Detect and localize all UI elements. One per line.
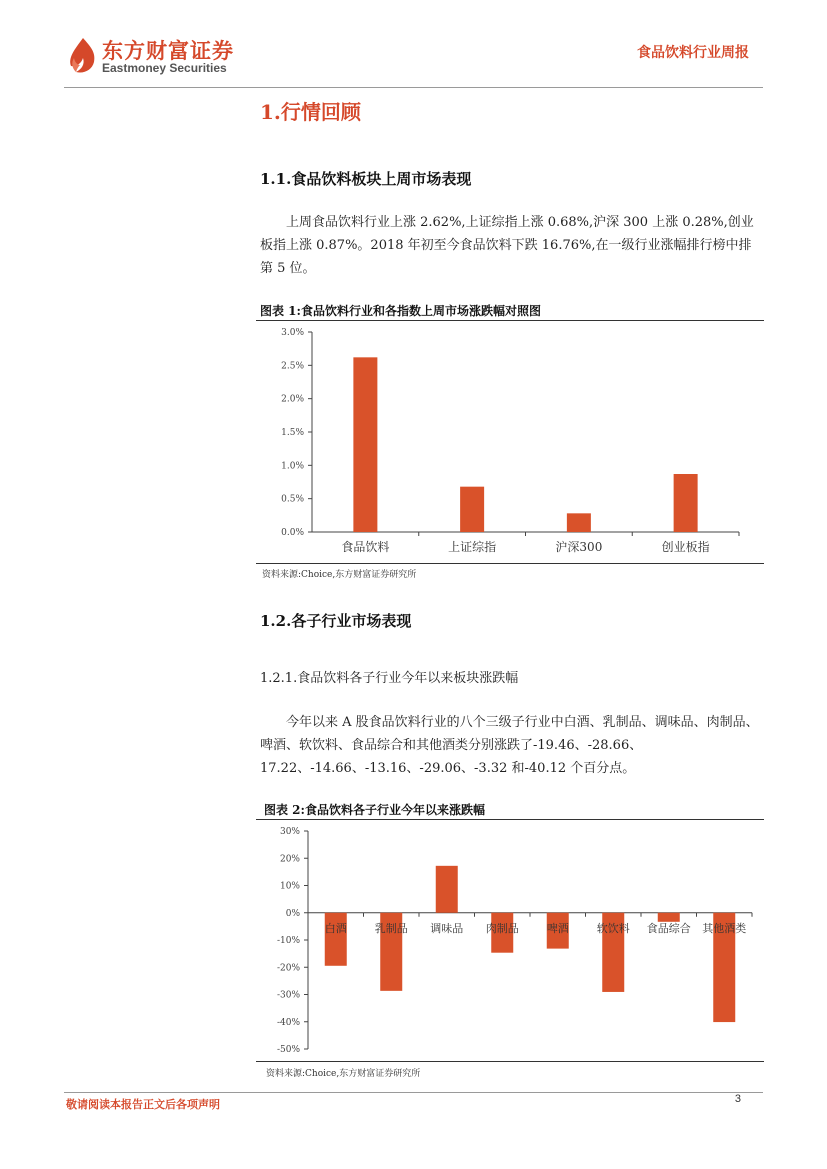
page-number: 3 [734, 1093, 741, 1105]
figure-source: 资料来源:Choice,东方财富证券研究所 [266, 1069, 421, 1079]
figure-bottom-rule [256, 563, 764, 564]
x-tick-label: 上证综指 [448, 540, 497, 554]
figure-bottom-rule [256, 1061, 764, 1062]
bar [658, 913, 680, 922]
x-tick-label: 啤酒 [546, 921, 569, 935]
subsection-title: 1.1.食品饮料板块上周市场表现 [260, 170, 472, 188]
y-tick-label: 2.5% [281, 361, 304, 372]
subsection-title: 1.2.各子行业市场表现 [260, 612, 412, 630]
header-divider [64, 87, 763, 88]
y-tick-label: 10% [279, 881, 300, 892]
y-tick-label: 2.0% [281, 394, 304, 405]
x-tick-label: 创业板指 [661, 540, 710, 554]
y-tick-label: -50% [276, 1045, 300, 1055]
bar [436, 866, 458, 913]
logo-flame-icon [66, 36, 100, 76]
bar [460, 487, 484, 532]
x-tick-label: 调味品 [430, 921, 464, 935]
sub-subsection-title: 1.2.1.食品饮料各子行业今年以来板块涨跌幅 [260, 671, 519, 686]
y-tick-label: 0.5% [281, 494, 304, 505]
y-tick-label: 0.0% [281, 528, 304, 538]
bar [325, 913, 347, 966]
x-tick-label: 软饮料 [596, 921, 630, 935]
footer-disclaimer: 敬请阅读本报告正文后各项声明 [66, 1098, 220, 1111]
figure-title: 图表 2:食品饮料各子行业今年以来涨跌幅 [264, 803, 485, 817]
footer-divider [64, 1092, 763, 1093]
x-tick-label: 肉制品 [485, 921, 519, 935]
company-logo [66, 34, 246, 80]
x-tick-label: 乳制品 [374, 921, 408, 935]
x-tick-label: 其他酒类 [702, 921, 747, 935]
y-tick-label: 30% [279, 827, 300, 837]
bar [353, 357, 377, 532]
bar [674, 474, 698, 532]
y-tick-label: -10% [276, 936, 300, 946]
logo-text-cn: 东方财富证券 [102, 39, 234, 63]
y-tick-label: 1.0% [281, 461, 304, 472]
x-tick-label: 沪深300 [555, 540, 603, 554]
figure-top-rule [256, 320, 764, 321]
chart-figure1 [256, 322, 764, 562]
y-tick-label: 1.5% [281, 428, 304, 438]
paragraph: 上周食品饮料行业上涨 2.62%,上证综指上涨 0.68%,沪深 300 上涨 0.28%,创业板指上涨 0.87%。2018 年初至今食品饮料下跌 16.76%,在一级行业涨幅排行榜中排第 5 位。 [260, 215, 754, 276]
report-type-label: 食品饮料行业周报 [637, 45, 749, 61]
y-tick-label: -30% [276, 990, 300, 1001]
figure-top-rule [256, 819, 764, 820]
logo-text-en: Eastmoney Securities [102, 61, 227, 75]
y-tick-label: 3.0% [281, 328, 304, 338]
paragraph: 今年以来 A 股食品饮料行业的八个三级子行业中白酒、乳制品、调味品、肉制品、啤酒、软饮料、食品综合和其他酒类分别涨跌了-19.46、-28.66、17.22、-14.66、-13.16、-29.06、-3.32 和-40.12 个百分点。 [260, 715, 759, 776]
x-tick-label: 食品饮料 [341, 540, 390, 554]
chart-figure2 [256, 821, 764, 1061]
section-title: 1.行情回顾 [260, 100, 361, 124]
figure-title: 图表 1:食品饮料行业和各指数上周市场涨跌幅对照图 [260, 304, 541, 318]
bar [567, 513, 591, 532]
y-tick-label: 20% [279, 854, 300, 865]
figure-source: 资料来源:Choice,东方财富证券研究所 [262, 570, 417, 580]
x-tick-label: 白酒 [324, 921, 347, 935]
y-tick-label: -20% [276, 963, 300, 974]
y-tick-label: 0% [285, 908, 300, 919]
y-tick-label: -40% [276, 1017, 300, 1028]
x-tick-label: 食品综合 [646, 921, 691, 935]
